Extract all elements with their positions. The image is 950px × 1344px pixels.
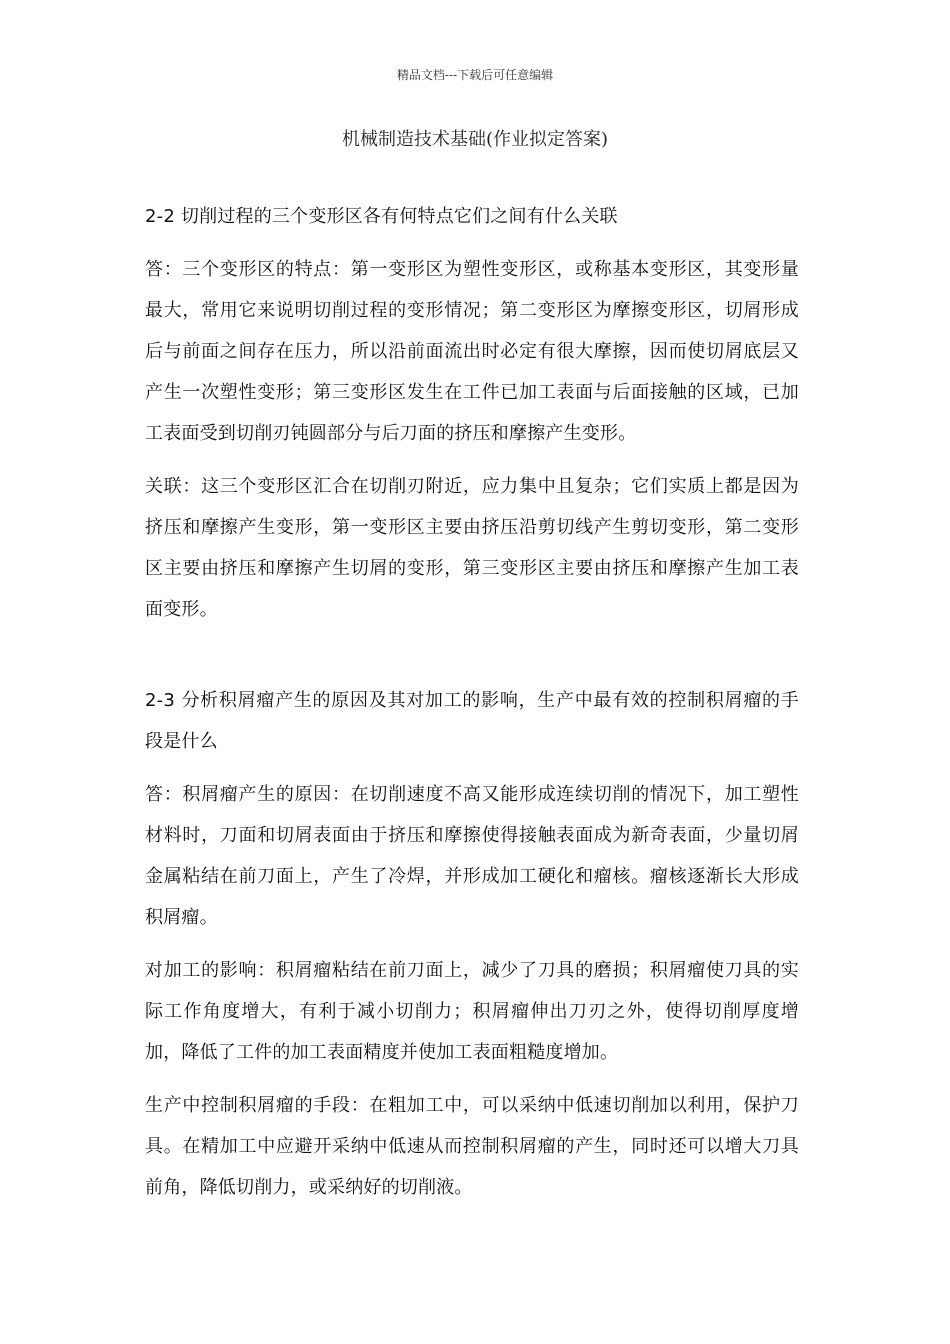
question-2-3-title: 2-3 分析积屑瘤产生的原因及其对加工的影响，生产中最有效的控制积屑瘤的手段是什么 bbox=[145, 690, 799, 752]
document-body bbox=[145, 196, 799, 1208]
answer-2-3-control: 生产中控制积屑瘤的手段：在粗加工中，可以采纳中低速切削加以利用，保护刀具。在精加工中应避开采纳中低速从而控制积屑瘤的产生，同时还可以增大刀具前角，降低切削力，或采纳好的切削液。 bbox=[145, 1095, 799, 1198]
answer-2-2-features: 答：三个变形区的特点：第一变形区为塑性变形区，或称基本变形区，其变形量最大，常用它来说明切削过程的变形情况；第二变形区为摩擦变形区，切屑形成后与前面之间存在压力，所以沿前面流出时必定有很大摩擦，因而使切屑底层又产生一次塑性变形；第三变形区发生在工件已加工表面与后面接触的区域，已加工表面受到切削刃钝圆部分与后刀面的挤压和摩擦产生变形。 bbox=[145, 259, 799, 444]
answer-2-3-effect: 对加工的影响：积屑瘤粘结在前刀面上，减少了刀具的磨损；积屑瘤使刀具的实际工作角度增大，有利于减小切削力；积屑瘤伸出刀刃之外，使得切削厚度增加，降低了工件的加工表面精度并使加工表面粗糙度增加。 bbox=[145, 960, 799, 1063]
answer-2-3-cause: 答：积屑瘤产生的原因：在切削速度不高又能形成连续切削的情况下，加工塑性材料时，刀面和切屑表面由于挤压和摩擦使得接触表面成为新奇表面，少量切屑金属粘结在前刀面上，产生了冷焊，并形成加工硬化和瘤核。瘤核逐渐长大形成积屑瘤。 bbox=[145, 784, 799, 928]
question-2-2-title: 2-2 切削过程的三个变形区各有何特点它们之间有什么关联 bbox=[145, 206, 618, 227]
document-title: 机械制造技术基础(作业拟定答案) bbox=[341, 129, 609, 150]
header-note: 精品文档---下载后可任意编辑 bbox=[396, 68, 554, 82]
answer-2-2-relation: 关联：这三个变形区汇合在切削刃附近，应力集中且复杂；它们实质上都是因为挤压和摩擦产生变形，第一变形区主要由挤压沿剪切线产生剪切变形，第二变形区主要由挤压和摩擦产生切屑的变形，第三变形区主要由挤压和摩擦产生加工表面变形。 bbox=[145, 476, 799, 620]
